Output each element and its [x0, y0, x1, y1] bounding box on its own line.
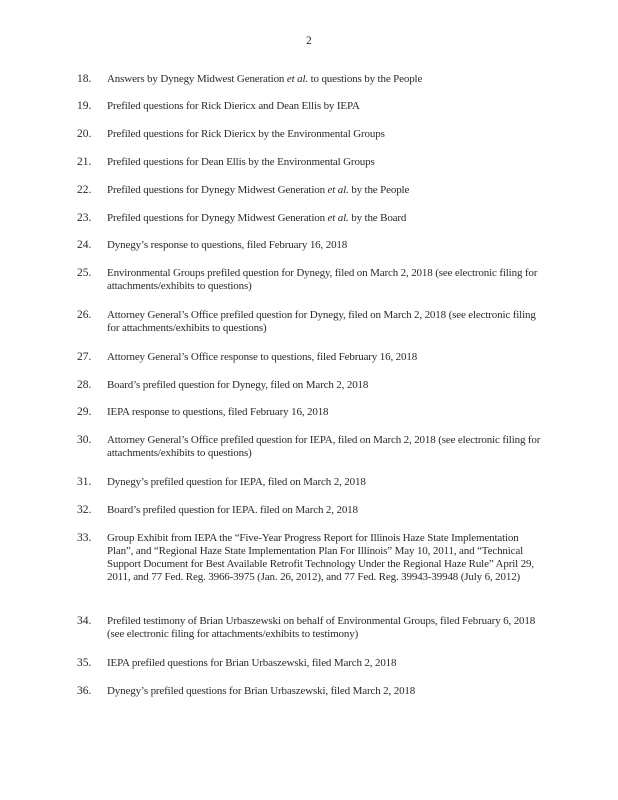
item-text: Group Exhibit from IEPA the “Five-Year Progress Report for Illinois Haze State Implementation Plan”, and “Regional Haze State Implementation Plan For Illinois” May 10, 2011, and “Technical Support Document for Best Available Retrofit Technology Under the Regional Haze Rule” April 29, 2011, and 77 Fed. Reg. 3966-3975 (Jan. 26, 2012), and 77 Fed. Reg. 39943-39948 (July 6, 2012) — [107, 532, 534, 583]
item-number: 35. — [77, 657, 92, 669]
page-number: 2 — [306, 35, 312, 47]
item-text: Prefiled testimony of Brian Urbaszewski on behalf of Environmental Groups, filed February 6, 2018 (see electronic filing for attachments/exhibits to testimony) — [107, 615, 536, 640]
item-text: Environmental Groups prefiled question for Dynegy, filed on March 2, 2018 (see electronic filing for attachments/exhibits to questions) — [107, 267, 538, 292]
item-number: 27. — [77, 351, 92, 363]
item-text: Prefiled questions for Dynegy Midwest Generation et al. by the Board — [107, 212, 407, 224]
item-text: Attorney General’s Office response to questions, filed February 16, 2018 — [107, 351, 418, 363]
item-number: 36. — [77, 685, 92, 697]
item-number: 19. — [77, 100, 92, 112]
item-text: Prefiled questions for Dean Ellis by the Environmental Groups — [107, 156, 375, 168]
item-text: Attorney General’s Office prefiled question for Dynegy, filed on March 2, 2018 (see electronic filing for attachments/exhibits to questions) — [107, 309, 536, 334]
item-text: Board’s prefiled question for Dynegy, filed on March 2, 2018 — [107, 379, 369, 391]
item-text: IEPA prefiled questions for Brian Urbaszewski, filed March 2, 2018 — [107, 657, 397, 669]
item-text: IEPA response to questions, filed February 16, 2018 — [107, 406, 329, 418]
item-number: 23. — [77, 212, 92, 224]
item-number: 28. — [77, 379, 92, 391]
item-number: 26. — [77, 309, 92, 321]
item-number: 31. — [77, 476, 92, 488]
item-number: 24. — [77, 239, 92, 251]
item-number: 34. — [77, 615, 92, 627]
item-text: Dynegy’s prefiled question for IEPA, filed on March 2, 2018 — [107, 476, 366, 488]
item-number: 25. — [77, 267, 92, 279]
item-number: 21. — [77, 156, 92, 168]
item-number: 29. — [77, 406, 92, 418]
item-number: 20. — [77, 128, 92, 140]
item-text: Answers by Dynegy Midwest Generation et al. to questions by the People — [107, 73, 423, 85]
item-text: Board’s prefiled question for IEPA. filed on March 2, 2018 — [107, 504, 358, 516]
item-text: Prefiled questions for Rick Diericx by the Environmental Groups — [107, 128, 385, 140]
item-text: Prefiled questions for Dynegy Midwest Generation et al. by the People — [107, 184, 410, 196]
item-text: Attorney General’s Office prefiled question for IEPA, filed on March 2, 2018 (see electronic filing for attachments/exhibits to questions) — [107, 434, 541, 459]
item-number: 33. — [77, 532, 92, 544]
item-number: 18. — [77, 73, 92, 85]
item-text: Dynegy’s prefiled questions for Brian Urbaszewski, filed March 2, 2018 — [107, 685, 416, 697]
item-number: 32. — [77, 504, 92, 516]
item-text: Dynegy’s response to questions, filed February 16, 2018 — [107, 239, 348, 251]
item-number: 30. — [77, 434, 92, 446]
item-number: 22. — [77, 184, 92, 196]
item-text: Prefiled questions for Rick Diericx and Dean Ellis by IEPA — [107, 100, 360, 112]
